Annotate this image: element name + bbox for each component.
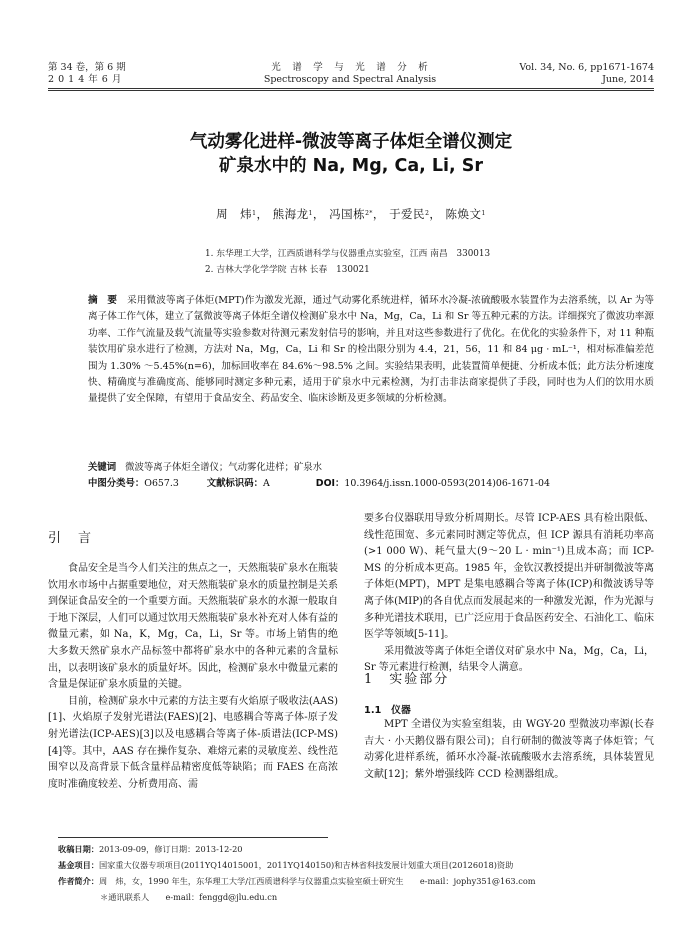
instrument-description: [364, 717, 654, 783]
affiliation-1: 1. 东华理工大学，江西质谱科学与仪器重点实验室，江西 南昌 330013: [205, 249, 491, 259]
author-affil-mark: 2: [425, 210, 430, 217]
author-name: 冯国栋: [329, 207, 366, 221]
doi-label: DOI：: [315, 478, 345, 489]
article-title-line2: 矿泉水中的 Na, Mg, Ca, Li, Sr: [219, 156, 483, 176]
footnote-bio: [58, 874, 654, 888]
journal-name-en: Spectroscopy and Spectral Analysis: [263, 74, 437, 85]
intro-paragraph-2: 目前，检测矿泉水中元素的方法主要有火焰原子吸收法(AAS)[1]、火焰原子发射光谱法(FAES)[2]、电感耦合等离子体-原子发射光谱法(ICP-AES)[3]以及电感耦合等离子体-质谱法(ICP-MS)[4]等。其中，AAS 存在操作复杂、难熔元素的灵敏度差、线性范围窄以及高背景下低含量样品精密度低等缺陷；而 FAES 在高浓度时准确度较差、分析费用高、需: [48, 695, 338, 790]
affiliation-2: 2. 吉林大学化学学院 吉林 长春 130021: [205, 265, 370, 275]
header-rule: [48, 88, 654, 89]
left-column: [48, 561, 338, 793]
bio-value: 周 炜，女，1990 年生，东华理工大学/江西质谱科学与仪器重点实验室硕士研究生 e-mail：jophy351@163.com: [98, 876, 536, 886]
author-name: 陈焕文: [445, 207, 482, 221]
article-title-line1: 气动雾化进样-微波等离子体炬全谱仪测定: [189, 132, 513, 152]
fund-value: 国家重大仪器专项项目(2011YQ14015001，2011YQ140150)和吉林省科技发展计划重大项目(20126018)资助: [98, 860, 514, 870]
journal-name-cn: 光 谱 学 与 光 谱 分 析: [271, 62, 429, 73]
clc-value: O657.3: [144, 478, 179, 489]
volume-issue-cn: 第 34 卷，第 6 期: [48, 62, 126, 73]
author-separator: ，: [429, 207, 442, 221]
footnote-received: [58, 842, 654, 856]
received-label: 收稿日期：: [58, 844, 99, 854]
clc-label: 中图分类号：: [88, 478, 145, 489]
author-list: [48, 206, 654, 222]
author-name: 于爱民: [389, 207, 426, 221]
right-paragraph-1: 要多台仪器联用导致分析周期长。尽管 ICP-AES 具有检出限低、线性范围宽、多元素同时测定等优点，但 ICP 源具有消耗功率高(>1 000 W)、耗气量大(9～20 L · min⁻¹)且成本高；而 ICP-MS 的分析成本更高。1985 年，金钦汉教授提出并研制微波等离子体炬(MPT)，MPT 是集电感耦合等离子体(ICP)和微波诱导等离子体(MIP)的各自优点而发展起来的一种激发光源，作为光源与多种光谱技术联用，已广泛应用于食品医药安全、石油化工、临床医学等领域[5-11]。: [364, 513, 654, 641]
author-separator: ，: [372, 207, 385, 221]
author-affil-mark: 1: [252, 210, 257, 217]
author-affil-mark: 1: [481, 210, 486, 217]
header-rule-second: [48, 90, 654, 91]
received-value: 2013-09-09，修订日期：2013-12-20: [98, 844, 243, 854]
footnote-fund: [58, 858, 654, 872]
author-name: 周 炜: [216, 207, 253, 221]
right-column: [364, 511, 654, 677]
author-affil-mark: 1: [308, 210, 313, 217]
doi-value[interactable]: 10.3964/j.issn.1000-0593(2014)06-1671-04: [344, 478, 550, 489]
abstract: [88, 293, 654, 408]
doc-code-value: A: [263, 478, 270, 489]
intro-heading: 引 言: [48, 531, 94, 546]
classification-line: [88, 477, 654, 491]
doc-code-label: 文献标识码：: [206, 478, 264, 489]
abstract-text: 采用微波等离子体炬(MPT)作为激发光源，通过气动雾化系统进样，循环水冷凝-浓硫酸吸水装置作为去溶系统，以 Ar 为等离子体工作气体，建立了氩微波等离子体炬全谱仪检测矿泉水中 Na，Mg，Ca，Li 和 Sr 等五种元素的方法。详细探究了微波功率源功率、工作气流量及载气流量等实验参数对待测元素发射信号的影响，并且对这些参数进行了优化。在优化的实验条件下，对 11 种瓶装饮用矿泉水进行了检测，方法对 Na，Mg，Ca，Li 和 Sr 的检出限分别为 4.4，21，56，11 和 84 μg · mL⁻¹，相对标准偏差范围为 1.30% ～5.45%(n=6)，加标回收率在 84.6%～98.5% 之间。实验结果表明，此装置简单便捷、分析成本低；此方法分析速度快、精确度与准确度高、能够同时测定多种元素，适用于矿泉水中元素检测，为打击非法商家提供了手段，同时也为人们的饮用水质量提供了安全保障，有望用于食品安全、药品安全、临床诊断及更多领域的分析检测。: [88, 295, 654, 405]
bio-label: 作者简介：: [58, 876, 99, 886]
author-affil-mark: 2*: [365, 210, 373, 217]
author-separator: ，: [256, 207, 269, 221]
fund-label: 基金项目：: [58, 860, 99, 870]
keywords-label: 关键词: [88, 462, 117, 473]
right-paragraph-2: 采用微波等离子体炬全谱仪对矿泉水中 Na，Mg，Ca，Li，Sr 等元素进行检测，结果令人满意。: [364, 645, 654, 674]
intro-paragraph-1: 食品安全是当今人们关注的焦点之一，天然瓶装矿泉水在瓶装饮用水市场中占据重要地位，对天然瓶装矿泉水的质量控制是关系到保证食品安全的一个重要方面。天然瓶装矿泉水的水源一般取自于地下深层，人们可以通过饮用天然瓶装矿泉水补充对人体有益的微量元素，如 Na，K，Mg，Ca，Li，Sr 等。市场上销售的绝大多数天然矿泉水产品标签中都将矿泉水中的各种元素的含量标出，以表明该矿泉水的质量好坏。因此，检测矿泉水中微量元素的含量是保证矿泉水质量的关键。: [48, 563, 338, 691]
author-name: 熊海龙: [272, 207, 309, 221]
author-separator: ，: [312, 207, 325, 221]
keywords-text: 微波等离子体炬全谱仪；气动雾化进样；矿泉水: [125, 462, 322, 473]
date-en: June, 2014: [602, 74, 654, 85]
volume-pages-en: Vol. 34, No. 6, pp1671-1674: [519, 62, 654, 73]
footnote-rule: [58, 837, 328, 838]
footnote-corresponding: ＊通讯联系人 e-mail：fenggd@jlu.edu.cn: [100, 892, 278, 902]
right-paragraph-3: MPT 全谱仪为实验室组装，由 WGY-20 型微波功率源(长春吉大 · 小天鹅仪器有限公司)；自行研制的微波等离子体炬管；气动雾化进样系统，循环水冷凝-浓硫酸吸水去溶系统，具体装置见文献[12]；紫外增强线阵 CCD 检测器组成。: [364, 719, 654, 780]
keywords: [88, 461, 654, 475]
abstract-label: 摘 要: [88, 295, 118, 306]
subsection-heading: 1.1 仪器: [364, 705, 411, 716]
section-heading: 1 实验部分: [364, 672, 450, 687]
date-cn: 2 0 1 4 年 6 月: [48, 74, 122, 85]
